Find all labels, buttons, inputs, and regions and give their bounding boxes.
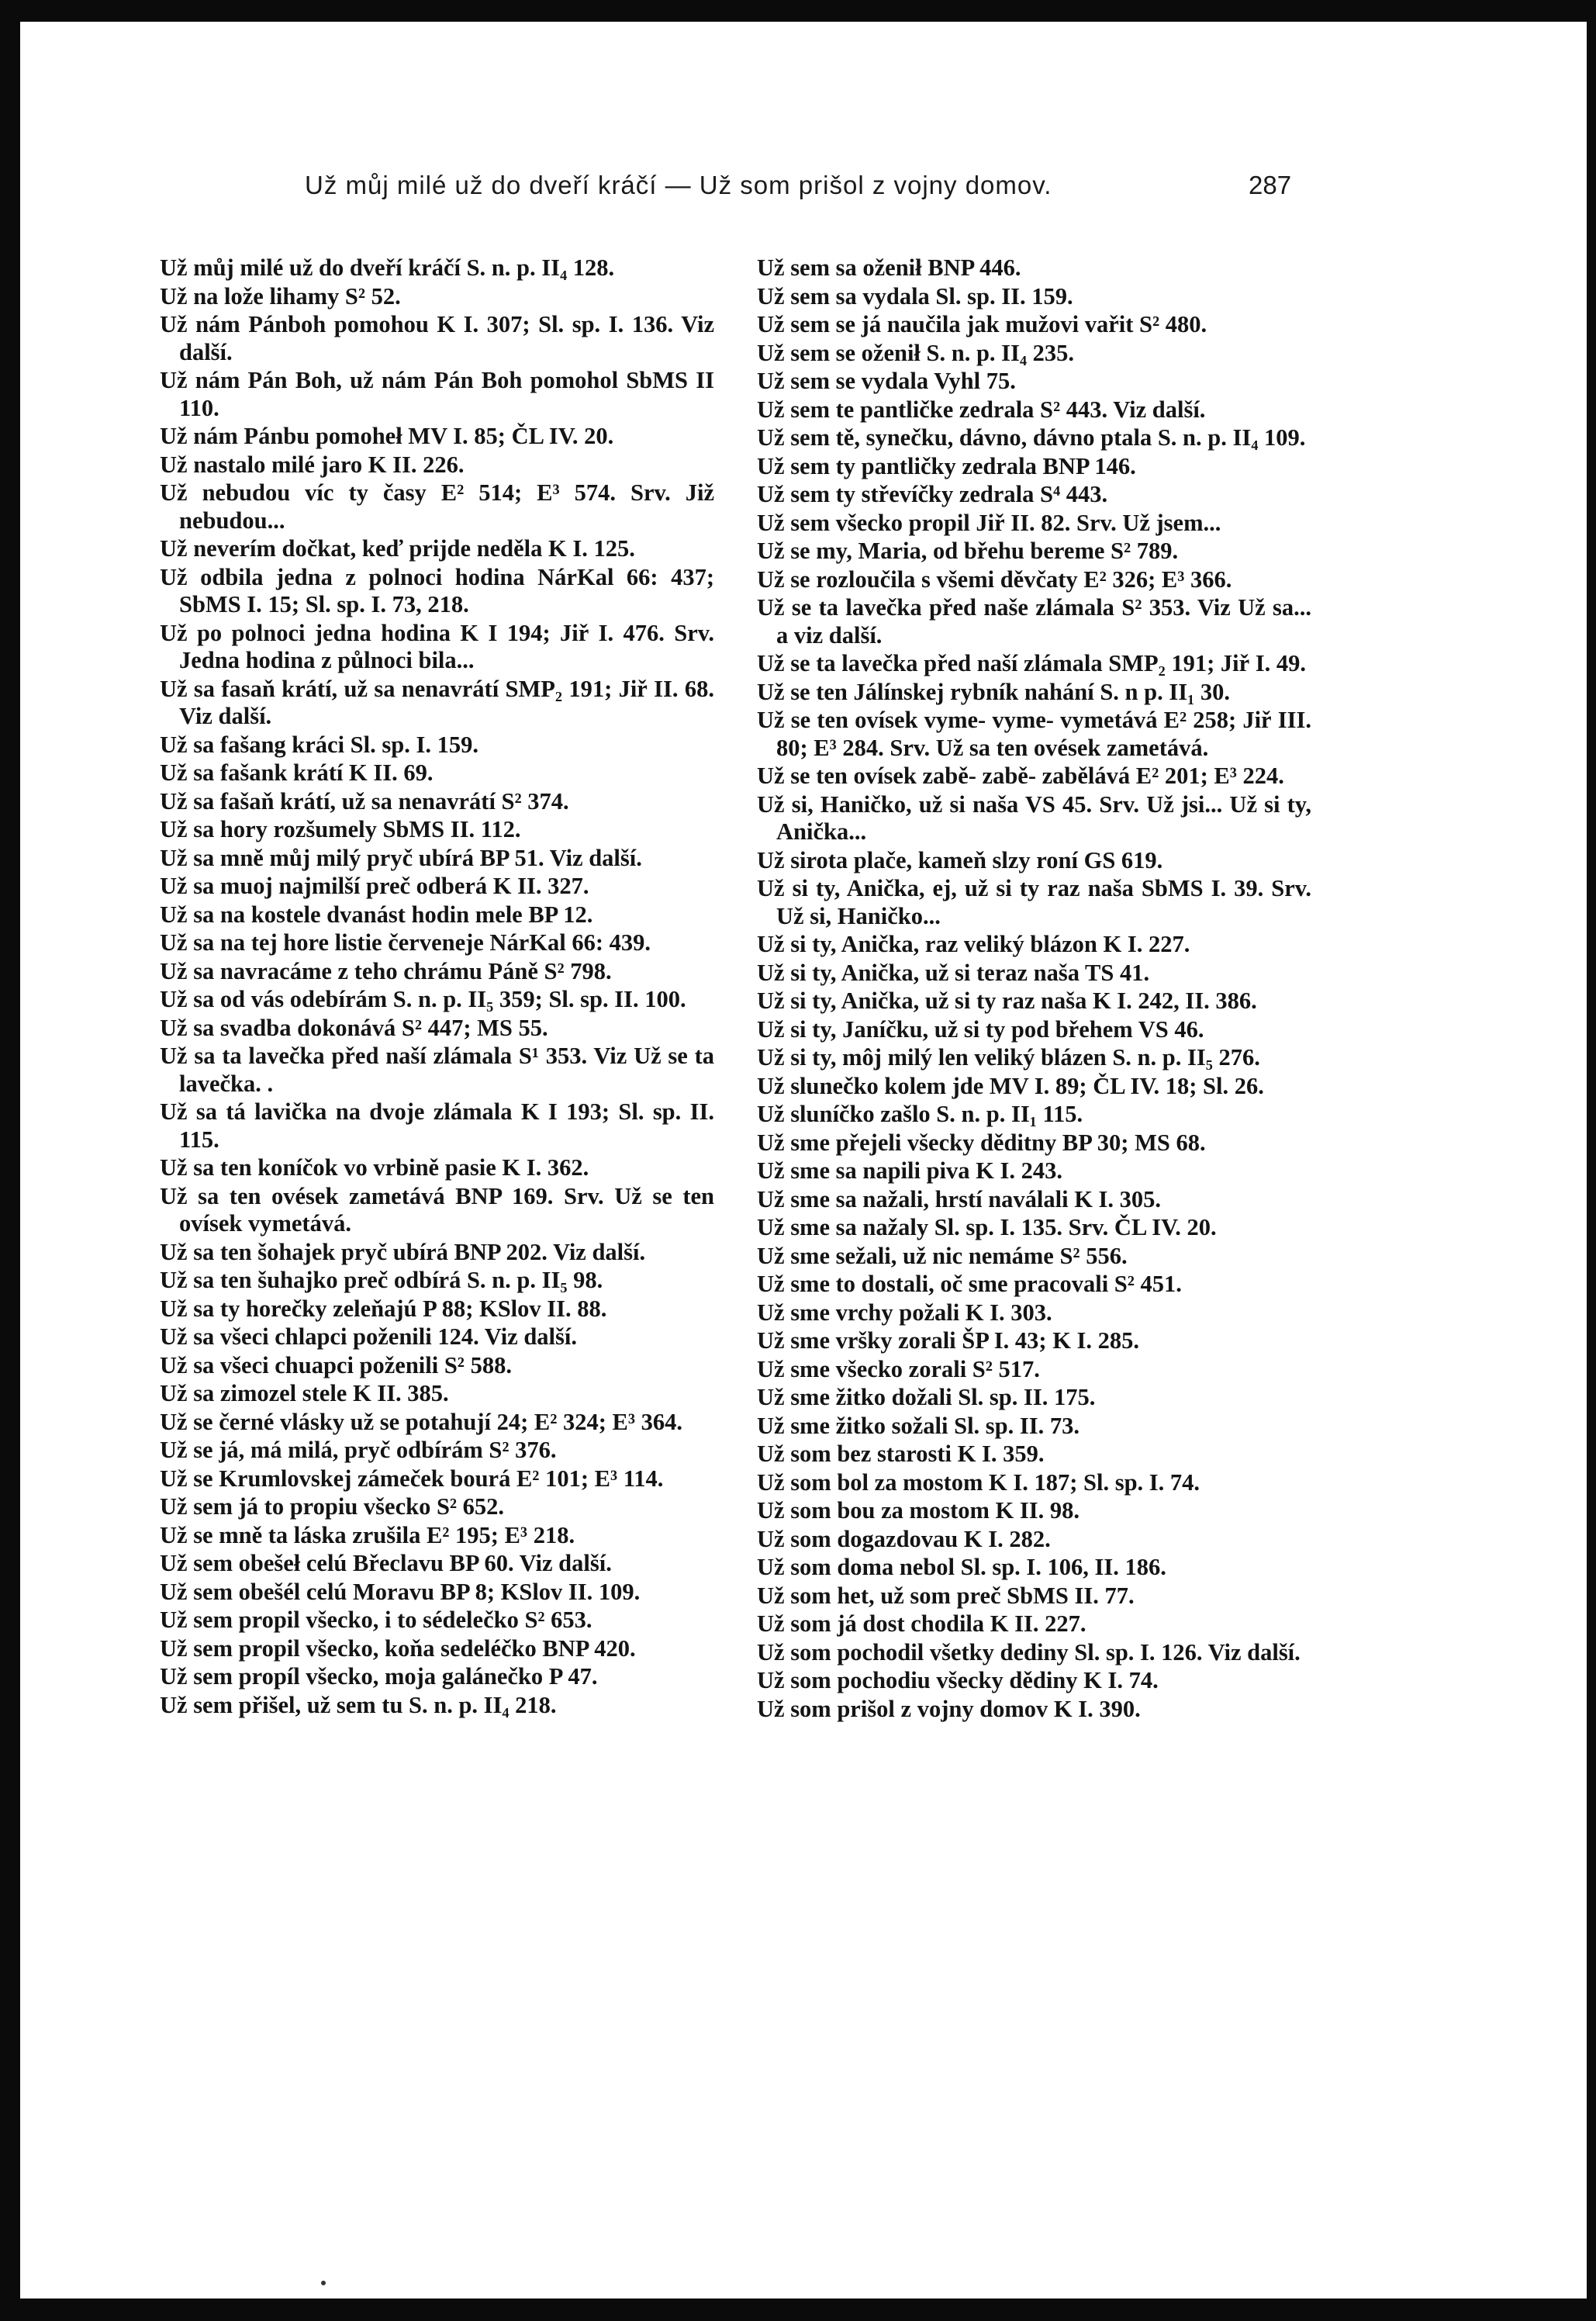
index-entry: Už sem propil všecko, koňa sedeléčko BNP 420.: [160, 1634, 636, 1662]
index-entry: Už sem propil všecko, i to sédelečko S² 653.: [160, 1607, 592, 1633]
index-entry: Už sem se oženił S. n. p. II₄ 235.: [757, 339, 1075, 366]
index-entry: Už slunečko kolem jde MV I. 89; ČL IV. 18; Sl. 26.: [757, 1072, 1264, 1099]
index-entry: Už se ta lavečka před naše zlámala S² 353. Viz Už sa... a viz další.: [757, 594, 1311, 649]
index-entry: Už som pochodiu všecky dědiny K I. 74.: [757, 1667, 1159, 1693]
index-entry: Už sluníčko zašlo S. n. p. II₁ 115.: [757, 1101, 1083, 1127]
index-entry: Už som pochodil všetky dediny Sl. sp. I. 126. Viz další.: [757, 1638, 1301, 1666]
index-entry: Už som bol za mostom K I. 187; Sl. sp. I. 74.: [757, 1468, 1200, 1496]
index-entry: Už sem obešél celú Moravu BP 8; KSlov II. 109.: [160, 1578, 641, 1605]
index-entry: Už nám Pánboh pomohou K I. 307; Sl. sp. I. 136. Viz další.: [160, 311, 714, 365]
index-entry: Už nebudou víc ty časy E² 514; E³ 574. Srv. Již nebudou...: [160, 479, 714, 534]
index-entry: Už som doma nebol Sl. sp. I. 106, II. 186.: [757, 1554, 1166, 1580]
index-entry: Už som bez starosti K I. 359.: [757, 1441, 1045, 1467]
index-entry: Už sme sežali, už nic nemáme S² 556.: [757, 1242, 1128, 1269]
index-entry: Už sa všeci chuapci poženili S² 588.: [160, 1351, 512, 1378]
index-entry: Už odbila jedna z polnoci hodina NárKal 66: 437; SbMS I. 15; Sl. sp. I. 73, 218.: [160, 563, 714, 617]
book-page: [20, 22, 1587, 2299]
index-entry: Už můj milé už do dveří kráčí S. n. p. II₄ 128.: [160, 254, 615, 281]
index-entry: Už som já dost chodila K II. 227.: [757, 1610, 1086, 1637]
index-entry: Už se ten ovísek vyme- vyme- vymetává E² 258; Jiř III. 80; E³ 284. Srv. Už sa ten ovések zametává.: [757, 707, 1311, 761]
index-entry: Už se ta lavečka před naší zlámala SMP₂ 191; Jiř I. 49.: [757, 650, 1307, 676]
index-entry: Už sme sa napili piva K I. 243.: [757, 1157, 1062, 1184]
index-entry: Už sem přišel, už sem tu S. n. p. II₄ 218.: [160, 1691, 557, 1718]
index-entry: Už sa ten šuhajko preč odbírá S. n. p. II₅ 98.: [160, 1267, 603, 1293]
index-entry: Už sem propíl všecko, moja galánečko P 47.: [160, 1663, 598, 1690]
index-entry: Už sa ten šohajek pryč ubírá BNP 202. Viz další.: [160, 1238, 646, 1265]
index-entry: Už sem tě, synečku, dávno, dávno ptala S. n. p. II₄ 109.: [757, 424, 1306, 451]
index-entry: Už sem já to propiu všecko S² 652.: [160, 1493, 505, 1520]
index-entry: Už se mně ta láska zrušila E² 195; E³ 218.: [160, 1521, 575, 1548]
index-entry: Už si ty, Janíčku, už si ty pod břehem VS 46.: [757, 1015, 1204, 1043]
index-entry: Už sa ta lavečka před naší zlámala S¹ 353. Viz Už se ta lavečka. .: [160, 1043, 714, 1097]
index-entry: Už sa svadba dokonává S² 447; MS 55.: [160, 1014, 548, 1041]
index-entry: Už sem ty střevíčky zedrala S⁴ 443.: [757, 481, 1108, 507]
index-entry: Už som prišol z vojny domov K I. 390.: [757, 1695, 1141, 1722]
index-entry: Už sa fasaň krátí, už sa nenavrátí SMP₂ 191; Jiř II. 68. Viz další.: [160, 675, 714, 729]
index-entry: Už sem sa oženił BNP 446.: [757, 254, 1021, 281]
index-entry: Už sa muoj najmilší preč odberá K II. 327.: [160, 873, 589, 899]
index-entry: Už sme sa nažali, hrstí naválali K I. 305.: [757, 1185, 1162, 1212]
index-entry: Už se my, Maria, od břehu bereme S² 789.: [757, 538, 1179, 564]
index-entry: Už som dogazdovau K I. 282.: [757, 1525, 1051, 1552]
index-entry: Už som het, už som preč SbMS II. 77.: [757, 1582, 1135, 1609]
index-entry: Už sa fašaň krátí, už sa nenavrátí S² 374.: [160, 787, 569, 815]
index-entry: Už nastalo milé jaro K II. 226.: [160, 451, 465, 478]
running-head: [20, 171, 1587, 209]
index-entry: Už sem sa vydala Sl. sp. II. 159.: [757, 282, 1073, 310]
index-entry: Už sa ten ovések zametává BNP 169. Srv. Už se ten ovísek vymetává.: [160, 1182, 714, 1237]
index-entry: Už sem obešeł celú Břeclavu BP 60. Viz další.: [160, 1550, 612, 1576]
index-entry: Už se rozloučila s všemi děvčaty E² 326; E³ 366.: [757, 566, 1232, 593]
index-entry: Už sme to dostali, oč sme pracovali S² 451.: [757, 1271, 1182, 1297]
index-entry: Už se ten ovísek zabě- zabě- zabělává E² 201; E³ 224.: [757, 763, 1284, 789]
index-entry: Už sem se já naučila jak mužovi vařit S² 480.: [757, 311, 1207, 337]
index-entry: Už sa fašank krátí K II. 69.: [160, 759, 434, 786]
index-entry: Už sa hory rozšumely SbMS II. 112.: [160, 816, 521, 842]
index-entry: Už nám Pán Boh, už nám Pán Boh pomohol SbMS II 110.: [160, 367, 714, 421]
index-column-left: [160, 254, 714, 1720]
index-entry: Už sa na tej hore listie červeneje NárKal 66: 439.: [160, 929, 651, 956]
index-entry: Už sem te pantličke zedrala S² 443. Viz další.: [757, 396, 1206, 423]
index-entry: Už si, Haničko, už si naša VS 45. Srv. Už jsi... Už si ty, Anička...: [757, 790, 1311, 845]
index-entry: Už sa ten koníčok vo vrbině pasie K I. 362.: [160, 1154, 589, 1181]
index-entry: Už sme sa nažaly Sl. sp. I. 135. Srv. ČL IV. 20.: [757, 1214, 1217, 1240]
index-entry: Už si ty, Anička, ej, už si ty raz naša SbMS I. 39. Srv. Už si, Haničko...: [757, 875, 1311, 929]
index-entry: Už si ty, Anička, už si ty raz naša K I. 242, II. 386.: [757, 988, 1257, 1014]
page-speck: [321, 2281, 326, 2285]
index-entry: Už na lože lihamy S² 52.: [160, 282, 401, 310]
index-entry: Už sa všeci chlapci poženili 124. Viz další.: [160, 1323, 577, 1350]
index-entry: Už sa mně můj milý pryč ubírá BP 51. Viz další.: [160, 844, 642, 871]
index-column-right: [757, 254, 1311, 1724]
index-entry: Už se ten Jálínskej rybník nahání S. n p. II₁ 30.: [757, 678, 1230, 705]
index-entry: Už sem všecko propil Jiř II. 82. Srv. Už jsem...: [757, 509, 1221, 536]
index-entry: Už sa ty horečky zeleňajú P 88; KSlov II. 88.: [160, 1295, 607, 1322]
index-entry: Už se Krumlovskej zámeček bourá E² 101; E³ 114.: [160, 1465, 664, 1492]
page-number: 287: [1249, 171, 1292, 199]
index-entry: Už sme žitko sožali Sl. sp. II. 73.: [757, 1412, 1080, 1439]
index-entry: Už nám Pánbu pomoheł MV I. 85; ČL IV. 20.: [160, 423, 614, 449]
running-title: Už můj milé už do dveří kráčí — Už som prišol z vojny domov.: [305, 171, 1052, 199]
index-entry: Už neverím dočkat, keď prijde neděla K I. 125.: [160, 535, 635, 562]
index-entry: Už sa na kostele dvanást hodin mele BP 12.: [160, 901, 593, 928]
index-entry: Už sem ty pantličky zedrala BNP 146.: [757, 452, 1136, 479]
index-entry: Už po polnoci jedna hodina K I 194; Jiř I. 476. Srv. Jedna hodina z půlnoci bila...: [160, 619, 714, 673]
index-entry: Už sme vršky zorali ŠP I. 43; K I. 285.: [757, 1327, 1140, 1354]
index-entry: Už sme všecko zorali S² 517.: [757, 1355, 1040, 1382]
index-entry: Už se černé vlásky už se potahují 24; E² 324; E³ 364.: [160, 1408, 683, 1435]
index-entry: Už si ty, Anička, raz veliký blázon K I. 227.: [757, 931, 1190, 957]
index-entry: Už sa od vás odebírám S. n. p. II₅ 359; Sl. sp. II. 100.: [160, 986, 686, 1012]
index-entry: Už si ty, Anička, už si teraz naša TS 41.: [757, 959, 1150, 986]
index-entry: Už se já, má milá, pryč odbírám S² 376.: [160, 1437, 557, 1463]
index-entry: Už sme žitko dožali Sl. sp. II. 175.: [757, 1384, 1096, 1410]
index-entry: Už sme přejeli všecky děditny BP 30; MS 68.: [757, 1129, 1206, 1156]
index-entry: Už sa tá lavička na dvoje zlámala K I 193; Sl. sp. II. 115.: [160, 1098, 714, 1153]
index-entry: Už sa navracáme z teho chrámu Páně S² 798.: [160, 957, 612, 984]
index-entry: Už sa fašang kráci Sl. sp. I. 159.: [160, 731, 478, 758]
index-entry: Už si ty, môj milý len veliký blázen S. n. p. II₅ 276.: [757, 1044, 1260, 1071]
index-entry: Už sa zimozel stele K II. 385.: [160, 1380, 449, 1406]
index-entry: Už som bou za mostom K II. 98.: [757, 1497, 1080, 1524]
index-entry: Už sme vrchy požali K I. 303.: [757, 1299, 1052, 1326]
index-entry: Už sirota plače, kameň slzy roní GS 619.: [757, 846, 1163, 873]
index-entry: Už sem se vydala Vyhl 75.: [757, 368, 1016, 394]
